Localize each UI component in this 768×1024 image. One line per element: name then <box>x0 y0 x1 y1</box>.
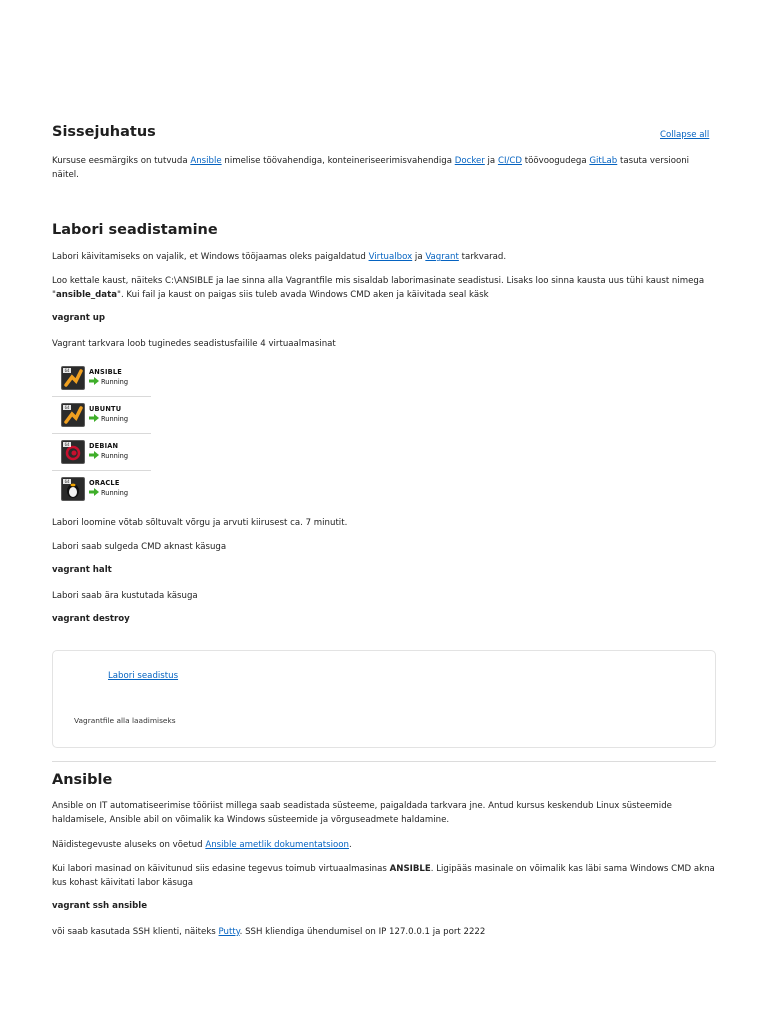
lab-paragraph-halt: Labori saab sulgeda CMD aknast käsuga <box>52 542 227 552</box>
section-title-ansible: Ansible <box>52 772 113 788</box>
vagrant-link[interactable]: Vagrant <box>425 252 459 262</box>
ansible-vm-icon: 64 <box>61 366 85 390</box>
lab-setup-download-link[interactable]: Labori seadistus <box>108 671 179 681</box>
lab-paragraph-destroy: Labori saab ära kustutada käsuga <box>52 591 198 601</box>
running-arrow-icon <box>89 451 99 459</box>
vm-name: ORACLE <box>89 479 120 487</box>
section-divider <box>52 761 716 762</box>
ubuntu-vm-icon: 64 <box>61 403 85 427</box>
command-vagrant-ssh: vagrant ssh ansible <box>52 901 148 911</box>
vm-name: UBUNTU <box>89 405 122 413</box>
download-card <box>52 650 716 748</box>
collapse-all-link[interactable]: Collapse all <box>660 130 710 140</box>
vm-oracle <box>52 471 151 507</box>
section-title-intro: Sissejuhatus <box>52 124 156 140</box>
section-title-lab-setup: Labori seadistamine <box>52 222 218 238</box>
command-vagrant-destroy: vagrant destroy <box>52 614 130 624</box>
vm-ansible <box>52 360 151 397</box>
ansible-paragraph-access: Kui labori masinad on käivitunud siis edasine tegevus toimub virtuaalmasinas ANSIBLE. Ligipääs masinale on võimalik kas läbi sama Windows CMD akna kus kohast käivitati labor käsuga <box>52 864 715 888</box>
download-card-description: Vagrantfile alla laadimiseks <box>74 716 176 725</box>
putty-link[interactable]: Putty <box>218 927 240 937</box>
vm-state: Running <box>89 377 128 386</box>
vm-state: Running <box>89 451 128 460</box>
vm-ubuntu <box>52 397 151 434</box>
ansible-link[interactable]: Ansible <box>190 156 222 166</box>
ansible-docs-link[interactable]: Ansible ametlik dokumentatsioon <box>205 840 349 850</box>
vm-debian <box>52 434 151 471</box>
oracle-vm-icon: 64 <box>61 477 85 501</box>
ansible-paragraph-intro: Ansible on IT automatiseerimise tööriist millega saab seadistada süsteeme, paigaldada tarkvara jne. Antud kursus keskendub Linux süsteemide haldamisele, Ansible abil on võimalik ka Windows süsteemide ja võrguseadmete haldamine. <box>52 801 672 825</box>
virtualbox-link[interactable]: Virtualbox <box>368 252 413 262</box>
lab-paragraph-requirements: Labori käivitamiseks on vajalik, et Windows tööjaamas oleks paigaldatud Virtualbox ja Vagrant tarkvarad. <box>52 252 507 262</box>
debian-vm-icon: 64 <box>61 440 85 464</box>
lab-paragraph-duration: Labori loomine võtab sõltuvalt võrgu ja arvuti kiirusest ca. 7 minutit. <box>52 518 348 528</box>
command-vagrant-halt: vagrant halt <box>52 565 112 575</box>
lab-paragraph-vms: Vagrant tarkvara loob tuginedes seadistusfailile 4 virtuaalmasinat <box>52 339 336 349</box>
command-vagrant-up: vagrant up <box>52 313 106 323</box>
vm-state: Running <box>89 414 128 423</box>
running-arrow-icon <box>89 414 99 422</box>
vm-state: Running <box>89 488 128 497</box>
lab-paragraph-folder: Loo kettale kaust, näiteks C:\ANSIBLE ja lae sinna alla Vagrantfile mis sisaldab laborimasinate seadistusi. Lisaks loo sinna kausta uus tühi kaust nimega "ansible_data". Kui fail ja kaust on paigas siis tuleb avada Windows CMD aken ja käivitada seal käsk <box>52 276 705 300</box>
running-arrow-icon <box>89 377 99 385</box>
intro-paragraph: Kursuse eesmärgiks on tutvuda Ansible nimelise töövahendiga, konteineriseerimisvahendiga Docker ja CI/CD töövoogudega GitLab tasuta versiooni näitel. <box>52 156 690 180</box>
ansible-paragraph-docs: Näidistegevuste aluseks on võetud Ansible ametlik dokumentatsioon. <box>52 840 352 850</box>
ansible-paragraph-ssh: või saab kasutada SSH klienti, näiteks Putty. SSH kliendiga ühendumisel on IP 127.0.0.1 ja port 2222 <box>52 927 486 937</box>
cicd-link[interactable]: CI/CD <box>497 156 522 166</box>
docker-link[interactable]: Docker <box>454 156 485 166</box>
running-arrow-icon <box>89 488 99 496</box>
gitlab-link[interactable]: GitLab <box>589 156 618 166</box>
vm-name: ANSIBLE <box>89 368 122 376</box>
vm-name: DEBIAN <box>89 442 119 450</box>
